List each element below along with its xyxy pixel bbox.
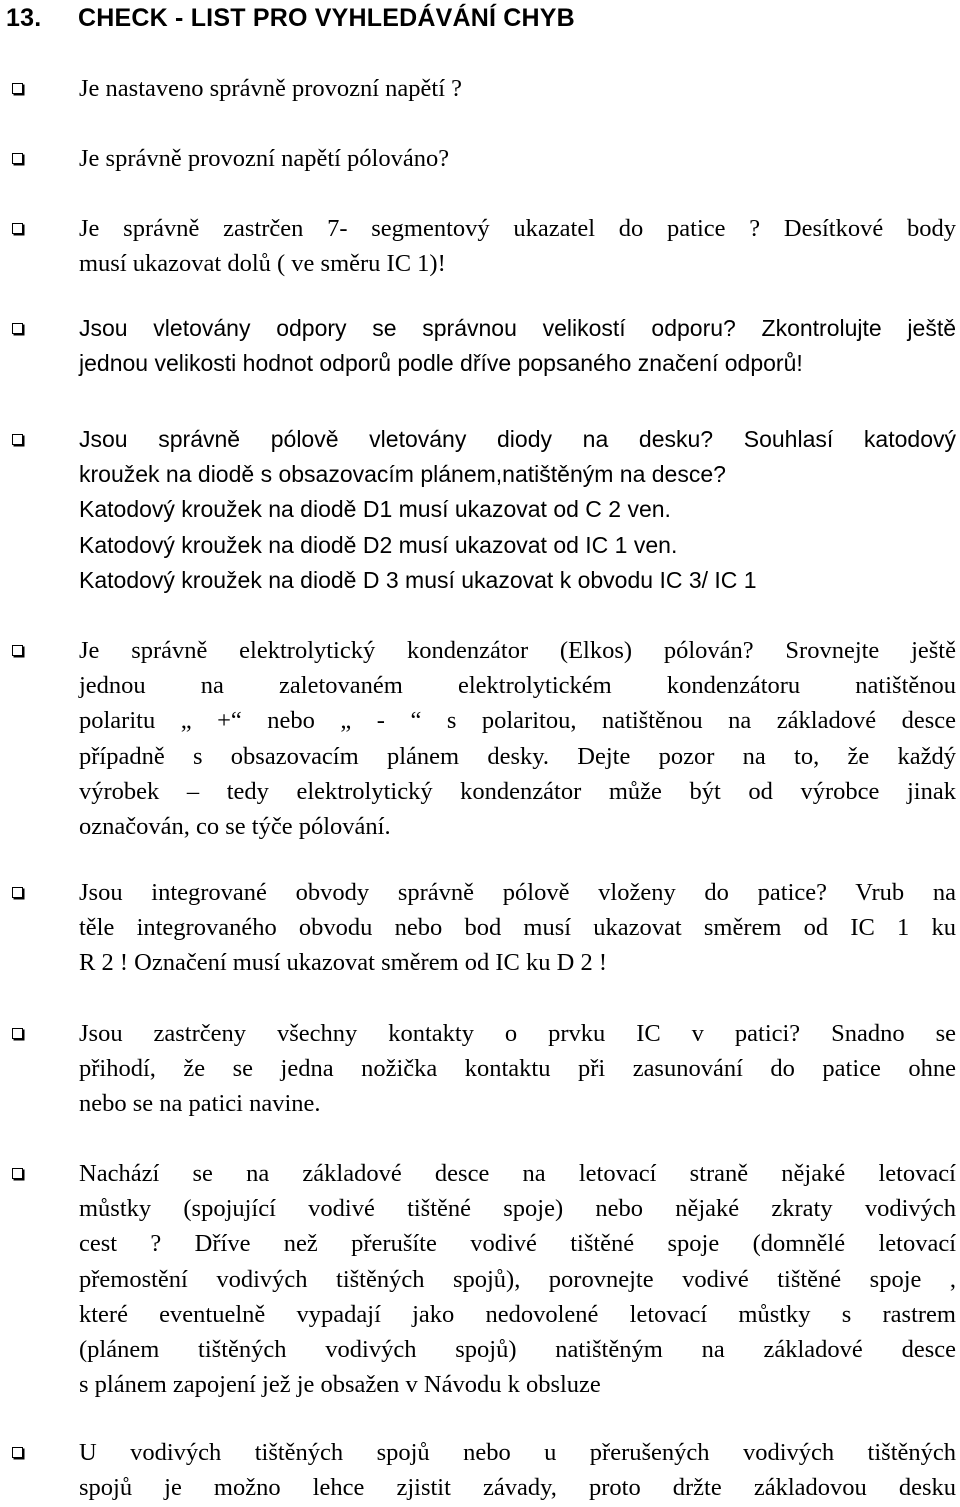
checkbox-icon[interactable] <box>12 323 23 334</box>
text-line: jednou velikosti hodnot odporů podle dříve popsaného značení odporů! <box>79 350 803 377</box>
checklist-item-text <box>79 633 956 844</box>
text-line: přihodí, že se jedna nožička kontaktu při zasunování do patice ohne <box>79 1055 956 1083</box>
text-line: Je správně zastrčen 7- segmentový ukazatel do patice ? Desítkové body <box>79 215 956 242</box>
checkbox-icon[interactable] <box>12 1028 23 1039</box>
checkbox-icon[interactable] <box>12 223 23 234</box>
text-line: jednou na zaletovaném elektrolytickém kondenzátoru natištěnou <box>79 672 956 700</box>
checkbox-icon[interactable] <box>12 645 23 656</box>
section-title: CHECK - LIST PRO VYHLEDÁVÁNÍ CHYB <box>78 4 575 32</box>
text-line: polaritu „ +“ nebo „ - “ s polaritou, natištěnou na základové desce <box>79 707 956 735</box>
text-line: kroužek na diodě s obsazovacím plánem,natištěným na desce? <box>79 461 726 488</box>
checklist-item-text <box>79 1156 956 1402</box>
checklist-item-text <box>79 1016 956 1122</box>
text-line: můstky (spojující vodivé tištěné spoje) nebo nějaké zkraty vodivých <box>79 1195 956 1223</box>
text-line: případně s obsazovacím plánem desky. Dejte pozor na to, že každý <box>79 742 956 770</box>
section-heading <box>6 0 575 36</box>
text-line: označován, co se týče pólování. <box>79 812 391 840</box>
text-line: Jsou správně pólově vletovány diody na desku? Souhlasí katodový <box>79 426 956 452</box>
text-line: musí ukazovat dolů ( ve směru IC 1)! <box>79 250 446 278</box>
checkbox-icon[interactable] <box>12 153 23 164</box>
text-line: s plánem zapojení jež je obsažen v Návodu k obsluze <box>79 1371 601 1399</box>
text-line: spojů je možno lehce zjistit závady, proto držte základovou desku <box>79 1474 956 1502</box>
text-line: cest ? Dříve než přerušíte vodivé tištěné spoje (domnělé letovací <box>79 1230 956 1258</box>
section-number: 13. <box>6 4 42 32</box>
text-line: těle integrovaného obvodu nebo bod musí ukazovat směrem od IC 1 ku <box>79 914 956 942</box>
text-line: které eventuelně vypadají jako nedovolené letovací můstky s rastrem <box>79 1300 956 1328</box>
checklist-item-text <box>79 875 956 981</box>
text-line: nebo se na patici navine. <box>79 1090 321 1118</box>
text-line: U vodivých tištěných spojů nebo u přerušených vodivých tištěných <box>79 1439 956 1466</box>
text-line: Je správně elektrolytický kondenzátor (Elkos) pólován? Srovnejte ještě <box>79 637 956 664</box>
checkbox-icon[interactable] <box>12 1168 23 1179</box>
checklist-item-text <box>79 1435 956 1505</box>
text-line: Jsou integrované obvody správně pólově vloženy do patice? Vrub na <box>79 879 956 906</box>
text-line: Katodový kroužek na diodě D 3 musí ukazovat k obvodu IC 3/ IC 1 <box>79 566 757 593</box>
checkbox-icon[interactable] <box>12 1447 23 1458</box>
text-line: Katodový kroužek na diodě D2 musí ukazovat od IC 1 ven. <box>79 531 678 558</box>
checkbox-icon[interactable] <box>12 83 23 94</box>
text-line: Je správně provozní napětí pólováno? <box>79 145 450 172</box>
text-line: Nachází se na základové desce na letovací straně nějaké letovací <box>79 1160 956 1187</box>
text-line: Jsou vletovány odpory se správnou velikostí odporu? Zkontrolujte ještě <box>79 315 956 341</box>
checklist-item-text <box>79 211 956 281</box>
checklist-item-text <box>79 422 956 598</box>
text-line: výrobek – tedy elektrolytický kondenzátor může být od výrobce jinak <box>79 777 956 805</box>
checklist-item-text <box>79 141 956 176</box>
checklist-item-text <box>79 71 956 106</box>
text-line: R 2 ! Označení musí ukazovat směrem od IC ku D 2 ! <box>79 949 607 977</box>
text-line: přemostění vodivých tištěných spojů), porovnejte vodivé tištěné spoje , <box>79 1265 956 1293</box>
text-line: Jsou zastrčeny všechny kontakty o prvku IC v patici? Snadno se <box>79 1020 956 1047</box>
checkbox-icon[interactable] <box>12 887 23 898</box>
text-line: Katodový kroužek na diodě D1 musí ukazovat od C 2 ven. <box>79 496 671 523</box>
text-line: Je nastaveno správně provozní napětí ? <box>79 75 463 102</box>
checkbox-icon[interactable] <box>12 434 23 445</box>
checklist-item-text <box>79 311 956 381</box>
text-line: (plánem tištěných vodivých spojů) natištěným na základové desce <box>79 1335 956 1363</box>
